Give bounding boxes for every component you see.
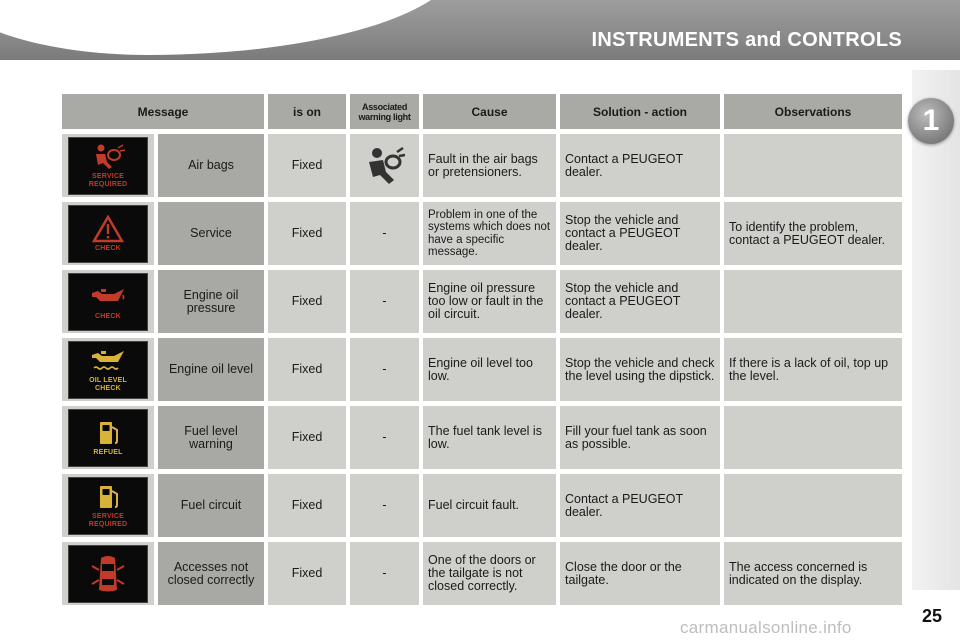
associated-cell: - <box>350 542 419 605</box>
panel-label: SERVICE REQUIRED <box>88 173 128 188</box>
observations-cell: The access concerned is indicated on the display. <box>724 542 902 605</box>
message-cell: Service <box>158 202 264 265</box>
is-on-cell: Fixed <box>268 406 346 469</box>
solution-cell: Contact a PEUGEOT dealer. <box>560 474 720 537</box>
observations-cell: If there is a lack of oil, top up the level. <box>724 338 902 401</box>
warning-lights-table <box>58 89 906 610</box>
associated-cell: - <box>350 202 419 265</box>
is-on-cell: Fixed <box>268 474 346 537</box>
associated-cell <box>350 134 419 197</box>
oil-can-icon <box>88 283 128 311</box>
panel-label: SERVICE REQUIRED <box>88 513 128 528</box>
panel-cell <box>62 202 154 265</box>
is-on-cell: Fixed <box>268 338 346 401</box>
panel-label: OIL LEVEL CHECK <box>89 377 127 392</box>
solution-cell: Contact a PEUGEOT dealer. <box>560 134 720 197</box>
column-header-associated: Associated warning light <box>350 94 419 129</box>
panel-cell <box>62 134 154 197</box>
column-header-is-on: is on <box>268 94 346 129</box>
message-cell: Accesses not closed correctly <box>158 542 264 605</box>
message-cell: Fuel circuit <box>158 474 264 537</box>
solution-cell: Stop the vehicle and contact a PEUGEOT dealer. <box>560 270 720 333</box>
side-strip <box>912 70 960 590</box>
panel-display <box>68 205 148 263</box>
table-header-row <box>62 94 902 129</box>
associated-cell: - <box>350 270 419 333</box>
page-title: INSTRUMENTS and CONTROLS <box>591 29 902 51</box>
observations-cell <box>724 270 902 333</box>
panel-cell <box>62 474 154 537</box>
table-row <box>62 406 902 469</box>
solution-cell: Close the door or the tailgate. <box>560 542 720 605</box>
panel-label: CHECK <box>95 244 121 252</box>
table-row <box>62 338 902 401</box>
associated-cell: - <box>350 406 419 469</box>
oil-level-icon <box>88 347 128 375</box>
table-row <box>62 134 902 197</box>
column-header-cause: Cause <box>423 94 556 129</box>
panel-display <box>68 137 148 195</box>
cause-cell: Fuel circuit fault. <box>423 474 556 537</box>
is-on-cell: Fixed <box>268 134 346 197</box>
chapter-badge: 1 <box>908 98 954 144</box>
page-number: 25 <box>922 606 943 626</box>
fuel-pump-icon <box>88 419 128 447</box>
watermark: carmanualsonline.info <box>680 618 852 637</box>
associated-cell: - <box>350 474 419 537</box>
warning-triangle-icon <box>88 215 128 243</box>
message-cell: Fuel level warning <box>158 406 264 469</box>
panel-cell <box>62 542 154 605</box>
door-open-icon <box>88 552 128 596</box>
message-cell: Engine oil level <box>158 338 264 401</box>
column-header-solution: Solution - action <box>560 94 720 129</box>
solution-cell: Stop the vehicle and contact a PEUGEOT dealer. <box>560 202 720 265</box>
table-row <box>62 474 902 537</box>
panel-cell <box>62 338 154 401</box>
message-cell: Engine oil pressure <box>158 270 264 333</box>
column-header-message: Message <box>62 94 264 129</box>
observations-cell <box>724 134 902 197</box>
message-cell: Air bags <box>158 134 264 197</box>
panel-cell <box>62 406 154 469</box>
panel-label: REFUEL <box>93 448 123 456</box>
observations-cell <box>724 474 902 537</box>
is-on-cell: Fixed <box>268 542 346 605</box>
column-header-observations: Observations <box>724 94 902 129</box>
is-on-cell: Fixed <box>268 202 346 265</box>
table-row <box>62 202 902 265</box>
table-row <box>62 270 902 333</box>
observations-cell: To identify the problem, contact a PEUGEOT dealer. <box>724 202 902 265</box>
is-on-cell: Fixed <box>268 270 346 333</box>
cause-cell: Problem in one of the systems which does not have a specific message. <box>423 202 556 265</box>
cause-cell: Fault in the air bags or pretensioners. <box>423 134 556 197</box>
fuel-pump-icon <box>88 483 128 511</box>
panel-display <box>68 409 148 467</box>
panel-display <box>68 545 148 603</box>
panel-label: CHECK <box>95 312 121 320</box>
solution-cell: Stop the vehicle and check the level using the dipstick. <box>560 338 720 401</box>
table-row <box>62 542 902 605</box>
solution-cell: Fill your fuel tank as soon as possible. <box>560 406 720 469</box>
associated-cell: - <box>350 338 419 401</box>
cause-cell: Engine oil pressure too low or fault in the oil circuit. <box>423 270 556 333</box>
panel-cell <box>62 270 154 333</box>
airbag-icon <box>363 144 407 188</box>
panel-display <box>68 477 148 535</box>
airbag-warning-icon <box>88 143 128 171</box>
cause-cell: Engine oil level too low. <box>423 338 556 401</box>
cause-cell: The fuel tank level is low. <box>423 406 556 469</box>
panel-display <box>68 341 148 399</box>
panel-display <box>68 273 148 331</box>
cause-cell: One of the doors or the tailgate is not closed correctly. <box>423 542 556 605</box>
observations-cell <box>724 406 902 469</box>
